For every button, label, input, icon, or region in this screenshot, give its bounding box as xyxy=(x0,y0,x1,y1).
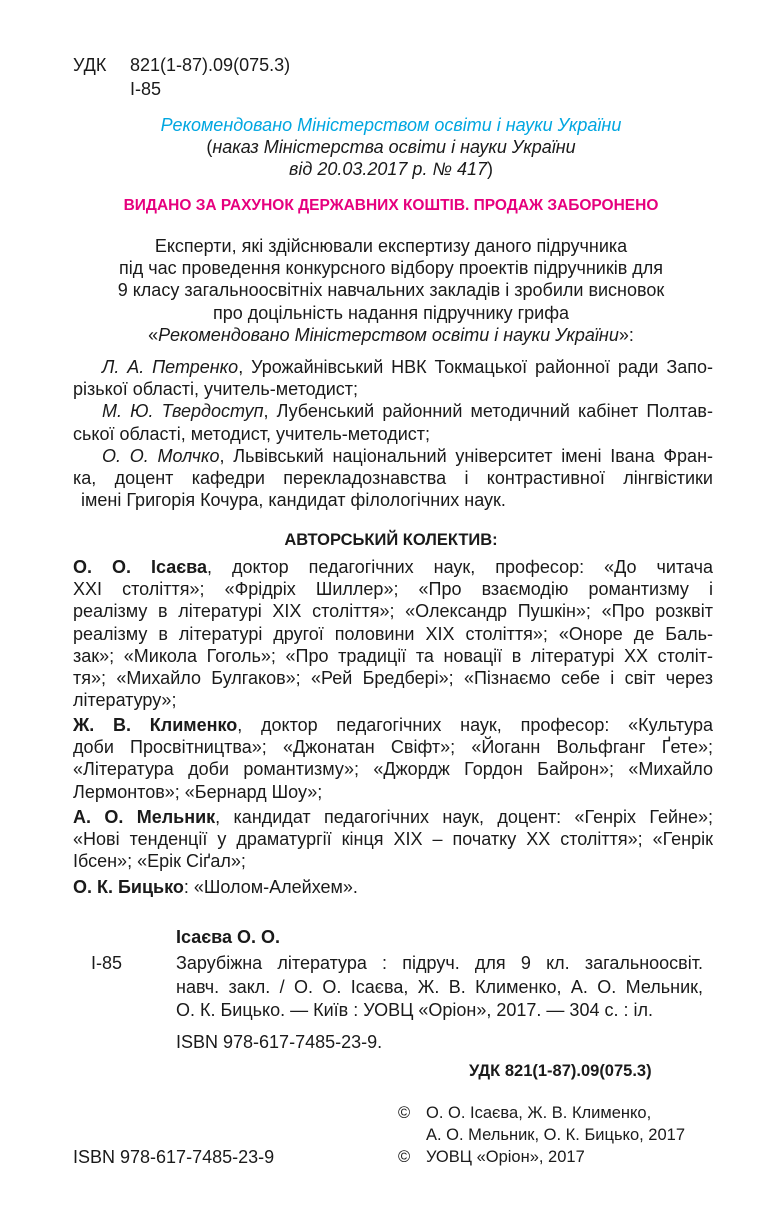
isbn-bottom: ISBN 978-617-7485-23-9 xyxy=(73,1147,275,1167)
expert-name: М. Ю. Твердоступ xyxy=(102,401,264,422)
expert-name: О. О. Молчко xyxy=(102,445,220,466)
author-line: Ібсен»; «Ерік Сіґал»; xyxy=(73,851,246,872)
udk-label: УДК xyxy=(73,55,107,75)
udk-code: 821(1-87).09(075.3) xyxy=(130,55,291,75)
author-line: Ж. В. Клименко, доктор педагогічних наук, професор: «Культура xyxy=(73,715,713,735)
udk-index: І-85 xyxy=(130,79,162,99)
author-line: «Література доби романтизму»; «Джордж Гордон Байрон»; «Михайло xyxy=(73,759,713,780)
author-melnyk xyxy=(73,806,713,873)
expert-line: О. О. Молчко, Львівський національний університет імені Івана Фран- xyxy=(102,445,713,466)
order-date-line xyxy=(0,158,782,180)
author-line: реалізму в літературі ХІХ століття»; «Олександр Пушкін»; «Про розквіт xyxy=(73,601,713,622)
expert-line: ка, доцент кафедри перекладознавства і контрастивної лінгвістики xyxy=(73,468,713,489)
expert-line: М. Ю. Твердоступ, Лубенський районний методичний кабінет Полтав- xyxy=(102,401,713,422)
expert-name: Л. А. Петренко xyxy=(102,357,239,377)
order-text: наказ Міністерства освіти і науки України xyxy=(212,137,576,157)
author-name: Ж. В. Клименко xyxy=(73,715,238,735)
catalog-index: І-85 xyxy=(91,953,123,973)
experts-intro-line: Експерти, які здійснювали експертизу даного підручника xyxy=(154,236,628,256)
author-line: тя»; «Михайло Булгаков»; «Рей Бредбері»; «Пізнаємо себе і світ через xyxy=(73,668,713,689)
author-name: О. О. Ісаєва xyxy=(73,557,208,577)
funding-notice: ВИДАНО ЗА РАХУНОК ДЕРЖАВНИХ КОШТІВ. ПРОДАЖ ЗАБОРОНЕНО xyxy=(123,197,659,214)
copyright-line: УОВЦ «Оріон», 2017 xyxy=(426,1148,585,1166)
catalog-line: навч. закл. / О. О. Ісаєва, Ж. В. Клименко, А. О. Мельник, xyxy=(176,976,703,997)
author-line: ХХІ століття»; «Фрідріх Шиллер»; «Про взаємодію романтизму і xyxy=(73,579,713,600)
author-line: А. О. Мельник, кандидат педагогічних наук, доцент: «Генріх Гейне»; xyxy=(73,807,713,827)
catalog-isbn: ISBN 978-617-7485-23-9. xyxy=(176,1032,383,1052)
catalog-description xyxy=(176,952,703,1023)
copyright-line: О. О. Ісаєва, Ж. В. Клименко, xyxy=(426,1104,652,1122)
author-line: «Нові тенденції у драматургії кінця ХІХ – початку ХХ століття»; «Генрік xyxy=(73,829,713,850)
paren-open: ( xyxy=(206,137,213,157)
catalog-line: О. К. Бицько. — Київ : УОВЦ «Оріон», 2017. — 304 с. : іл. xyxy=(176,1000,653,1020)
author-line: реалізму в літературі другої половини ХІХ століття»; «Оноре де Баль- xyxy=(73,623,713,644)
author-line: літературу»; xyxy=(73,690,177,711)
author-line: доби Просвітництва»; «Джонатан Свіфт»; «Йоганн Вольфганг Ґете»; xyxy=(73,737,713,758)
expert-line: імені Григорія Кочура, кандидат філологічних наук. xyxy=(81,490,506,511)
experts-intro-line: «Рекомендовано Міністерством освіти і науки України»: xyxy=(148,324,634,345)
experts-intro xyxy=(73,235,709,346)
author-line: О. К. Бицько: «Шолом-Алейхем». xyxy=(73,877,358,897)
expert-line: ської області, методист, учитель-методист; xyxy=(73,423,431,444)
author-klymenko xyxy=(73,714,713,803)
order-line xyxy=(0,136,782,158)
copyright-line: А. О. Мельник, О. К. Бицько, 2017 xyxy=(426,1126,686,1144)
author-isaeva xyxy=(73,556,713,711)
paren-close: ) xyxy=(486,159,493,179)
recommendation-line: Рекомендовано Міністерством освіти і науки України xyxy=(160,115,622,135)
experts-intro-line: під час проведення конкурсного відбору проектів підручників для xyxy=(118,258,664,279)
experts-intro-line: 9 класу загальноосвітніх навчальних закладів і зробили висновок xyxy=(117,280,665,301)
order-date: від 20.03.2017 р. № 417 xyxy=(289,159,487,179)
author-line: Лермонтов»; «Бернард Шоу»; xyxy=(73,781,323,802)
author-name: А. О. Мельник xyxy=(73,807,216,827)
author-line: зак»; «Микола Гоголь»; «Про традиції та новації в літературі ХХ століт- xyxy=(73,645,713,666)
experts-list xyxy=(73,356,713,511)
expert-line: Л. А. Петренко, Урожайнівський НВК Токмацької районної ради Запо- xyxy=(102,357,713,377)
experts-intro-line: про доцільність надання підручнику грифа xyxy=(212,302,570,323)
expert-line: різької області, учитель-методист; xyxy=(73,379,359,400)
author-bytsko xyxy=(73,876,713,898)
author-name: О. К. Бицько xyxy=(73,877,184,897)
copyright-symbol: © xyxy=(398,1148,411,1166)
catalog-author: Ісаєва О. О. xyxy=(176,927,281,947)
copyright-symbol: © xyxy=(398,1104,411,1122)
authors-heading: АВТОРСЬКИЙ КОЛЕКТИВ: xyxy=(284,531,498,549)
author-line: О. О. Ісаєва, доктор педагогічних наук, професор: «До читача xyxy=(73,557,713,577)
catalog-line: Зарубіжна література : підруч. для 9 кл. загальноосвіт. xyxy=(176,953,703,973)
udk-bottom: УДК 821(1-87).09(075.3) xyxy=(469,1062,652,1080)
